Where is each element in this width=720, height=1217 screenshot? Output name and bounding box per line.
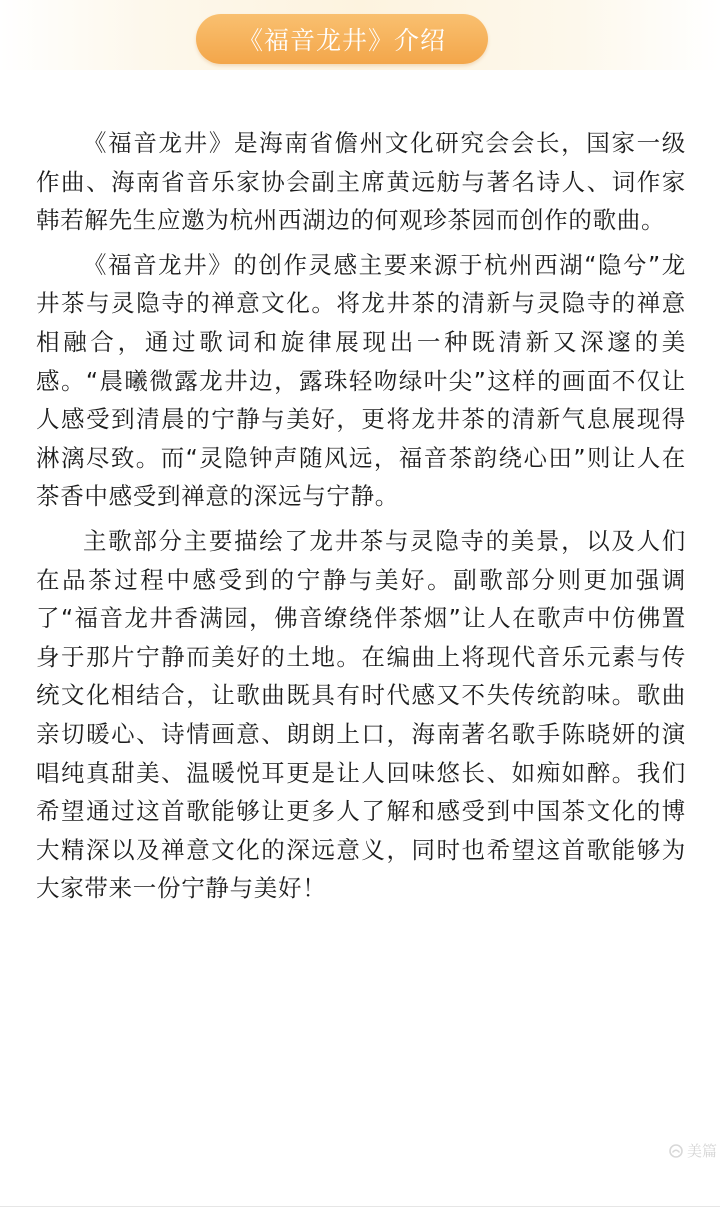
paragraph-structure: 主歌部分主要描绘了龙井茶与灵隐寺的美景，以及人们在品茶过程中感受到的宁静与美好。副歌部分则更加强调了“福音龙井香满园，佛音缭绕伴茶烟”让人在歌声中仿佛置身于那片宁静而美好的土地。在编曲上将现代音乐元素与传统文化相结合，让歌曲既具有时代感又不失传统韵味。歌曲亲切暖心、诗情画意、朗朗上口，海南著名歌手陈晓妍的演唱纯真甜美、温暖悦耳更是让人回味悠长、如痴如醉。我们希望通过这首歌能够让更多人了解和感受到中国茶文化的博大精深以及禅意文化的深远意义，同时也希望这首歌能够为大家带来一份宁静与美好！ [36,526,686,903]
watermark [668,1140,717,1161]
meipian-logo-icon [668,1143,684,1159]
bottom-divider [0,1206,720,1207]
section-title-pill [196,14,488,64]
article-body [36,124,686,914]
section-title: 《福音龙井》介绍 [237,26,446,55]
paragraph-inspiration: 《福音龙井》的创作灵感主要来源于杭州西湖“隐兮”龙井茶与灵隐寺的禅意文化。将龙井茶的清新与灵隐寺的禅意相融合，通过歌词和旋律展现出一种既清新又深邃的美感。“晨曦微露龙井边，露珠轻吻绿叶尖”这样的画面不仅让人感受到清晨的宁静与美好，更将龙井茶的清新气息展现得淋漓尽致。而“灵隐钟声随风远，福音茶韵绕心田”则让人在茶香中感受到禅意的深远与宁静。 [36,250,686,511]
paragraph-intro: 《福音龙井》是海南省儋州文化研究会会长，国家一级作曲、海南省音乐家协会副主席黄远舫与著名诗人、词作家韩若解先生应邀为杭州西湖边的何观珍茶园而创作的歌曲。 [36,129,686,235]
watermark-text: 美篇 [687,1142,718,1160]
